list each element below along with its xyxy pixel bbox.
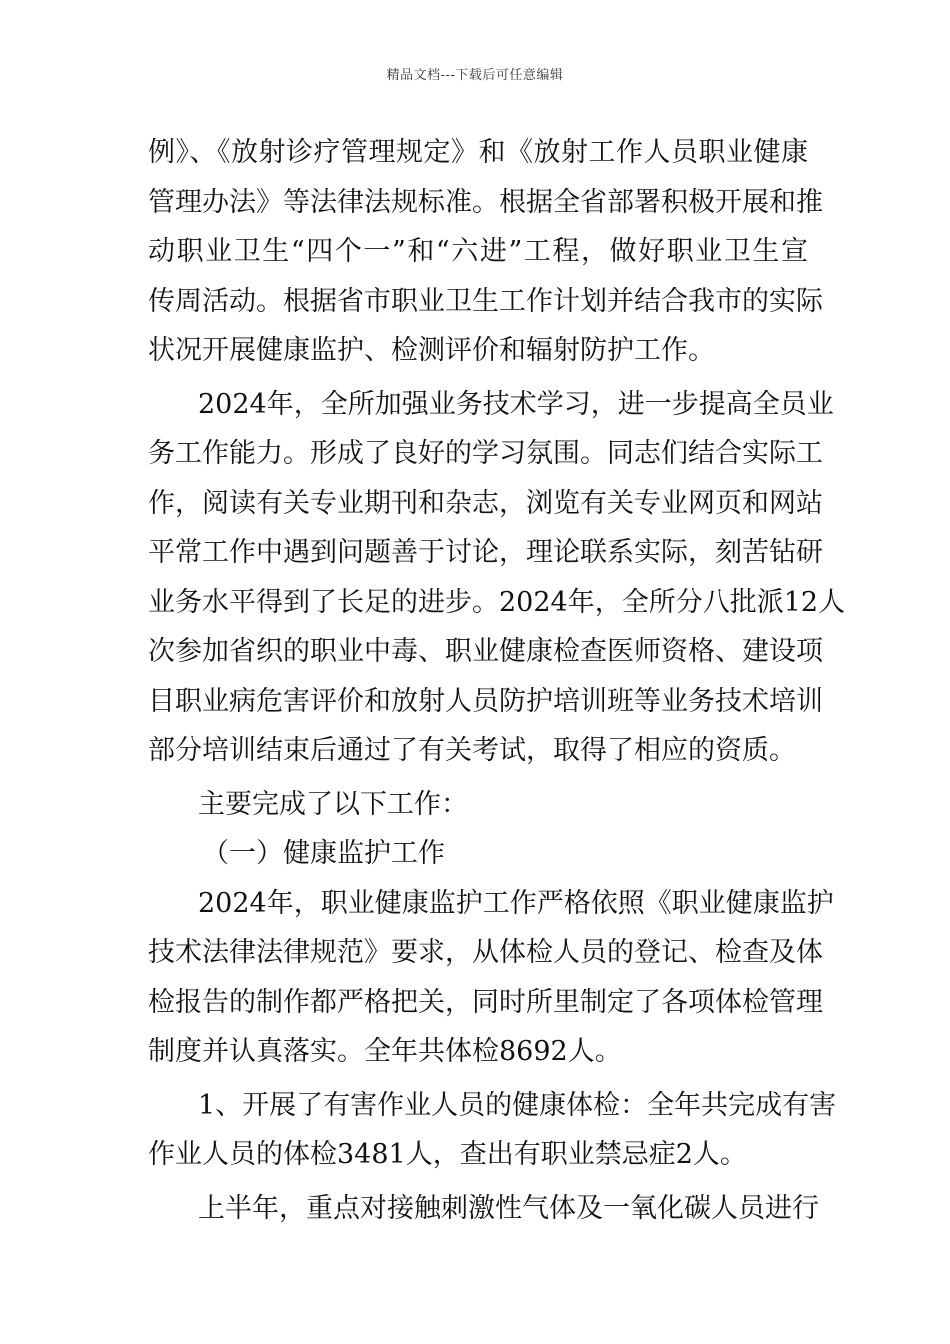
paragraph-first-line: 上半年，重点对接触刺激性气体及一氧化碳人员进行 xyxy=(198,1192,819,1224)
text-line: 技术法律法律规范》要求，从体检人员的登记、检查及体 xyxy=(148,937,823,968)
text-line: 目职业病危害评价和放射人员防护培训班等业务技术培训 xyxy=(148,685,823,717)
text-line: 状况开展健康监护、检测评价和辐射防护工作。 xyxy=(148,335,715,366)
text-line: 管理办法》等法律法规标准。根据全省部署积极开展和推 xyxy=(148,186,823,218)
paragraph-first-line: 2024年，全所加强业务技术学习，进一步提高全员业 xyxy=(198,388,834,420)
paragraph-first-line: 1、开展了有害作业人员的健康体检：全年共完成有害 xyxy=(198,1089,837,1121)
text-line: 业务水平得到了长足的进步。2024年，全所分八批派12人 xyxy=(148,586,846,618)
text-line: 作业人员的体检3481人，查出有职业禁忌症2人。 xyxy=(148,1139,747,1170)
text-line: 动职业卫生“四个一”和“六进”工程，做好职业卫生宣 xyxy=(148,236,808,267)
paragraph-first-line: 2024年，职业健康监护工作严格依照《职业健康监护 xyxy=(198,887,834,919)
text-line: 制度并认真落实。全年共体检8692人。 xyxy=(148,1036,622,1067)
page-header: 精品文档---下载后可任意编辑 xyxy=(386,68,564,83)
text-line: 务工作能力。形成了良好的学习氛围。同志们结合实际工 xyxy=(148,438,823,469)
document-body xyxy=(148,128,846,1233)
text-line: 次参加省织的职业中毒、职业健康检查医师资格、建设项 xyxy=(148,636,823,667)
text-line: 作，阅读有关专业期刊和杂志，浏览有关专业网页和网站 xyxy=(148,487,823,519)
text-line: 例》、《放射诊疗管理规定》和《放射工作人员职业健康 xyxy=(148,137,808,168)
text-line: 部分培训结束后通过了有关考试，取得了相应的资质。 xyxy=(148,735,796,766)
text-line: 检报告的制作都严格把关，同时所里制定了各项体检管理 xyxy=(148,986,823,1018)
section-heading: （一）健康监护工作 xyxy=(202,838,445,869)
paragraph-first-line: 主要完成了以下工作： xyxy=(198,788,468,820)
text-line: 平常工作中遇到问题善于讨论，理论联系实际，刻苦钻研 xyxy=(148,537,823,568)
text-line: 传周活动。根据省市职业卫生工作计划并结合我市的实际 xyxy=(148,285,823,317)
